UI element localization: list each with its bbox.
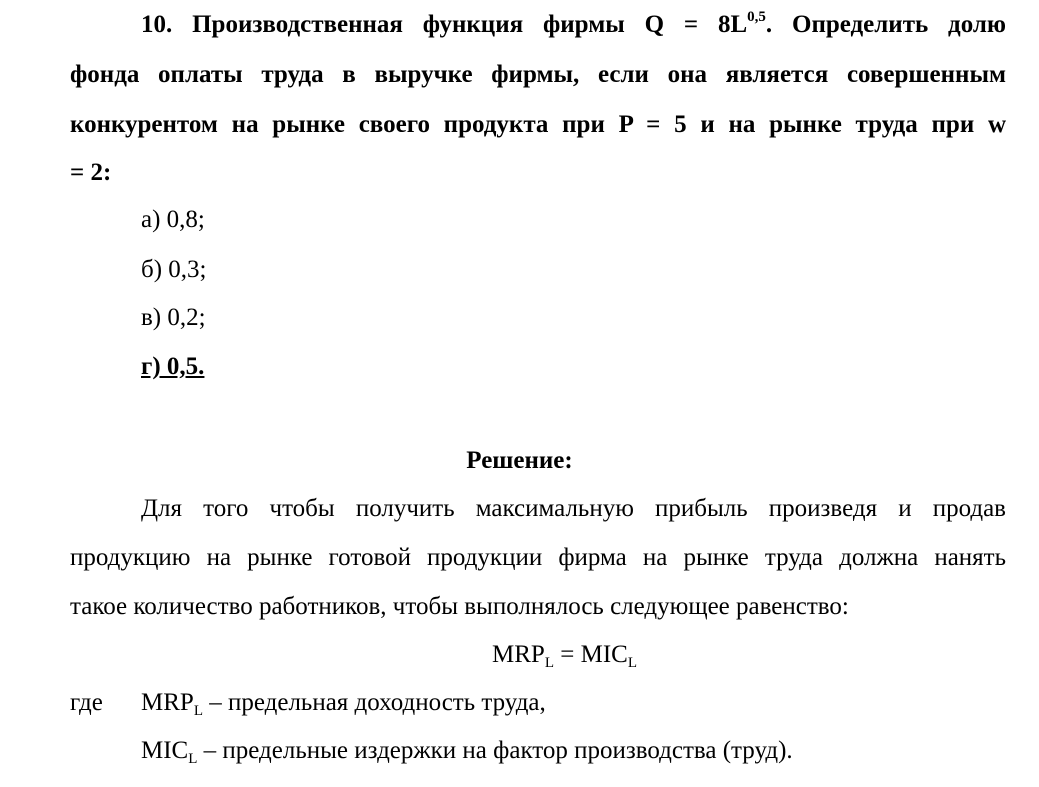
eq-subscript: L	[544, 655, 554, 671]
problem-line-1	[141, 10, 1006, 40]
eq-term: = MIC	[553, 641, 628, 668]
eq-term: MRP	[492, 641, 545, 668]
solution-para-line-3: такое количество работников, чтобы выполнялось следующее равенство:	[70, 593, 849, 620]
def-term: MRP	[141, 689, 194, 716]
option-b: б) 0,3;	[141, 256, 207, 283]
def-subscript: L	[188, 751, 198, 767]
problem-line-4: = 2:	[70, 159, 112, 186]
equation	[45, 640, 1039, 670]
definition-text	[141, 688, 546, 718]
definition-text	[141, 736, 793, 766]
problem-line-3: конкурентом на рынке своего продукта при P = 5 и на рынке труда при w	[70, 111, 1006, 138]
problem-line-2: фонда оплаты труда в выручке фирмы, если она является совершенным	[70, 61, 1006, 88]
where-label: где	[70, 689, 103, 716]
exponent: 0,5	[747, 9, 766, 25]
solution-para-line-1: Для того чтобы получить максимальную прибыль произведя и продав	[141, 495, 1006, 522]
def-description: – предельная доходность труда,	[202, 689, 546, 716]
problem-text: . Определить долю	[765, 11, 1007, 38]
eq-subscript: L	[627, 655, 637, 671]
option-a: а) 0,8;	[141, 206, 205, 233]
def-description: – предельные издержки на фактор производства (труд).	[197, 737, 793, 764]
option-d-correct: г) 0,5.	[141, 353, 205, 380]
solution-para-line-2: продукцию на рынке готовой продукции фирма на рынке труда должна нанять	[70, 544, 1006, 571]
option-c: в) 0,2;	[141, 304, 206, 331]
def-subscript: L	[193, 703, 203, 719]
def-term: MIC	[141, 737, 189, 764]
solution-heading: Решение:	[466, 447, 573, 474]
problem-text: 10. Производственная функция фирмы Q = 8L	[141, 11, 748, 38]
